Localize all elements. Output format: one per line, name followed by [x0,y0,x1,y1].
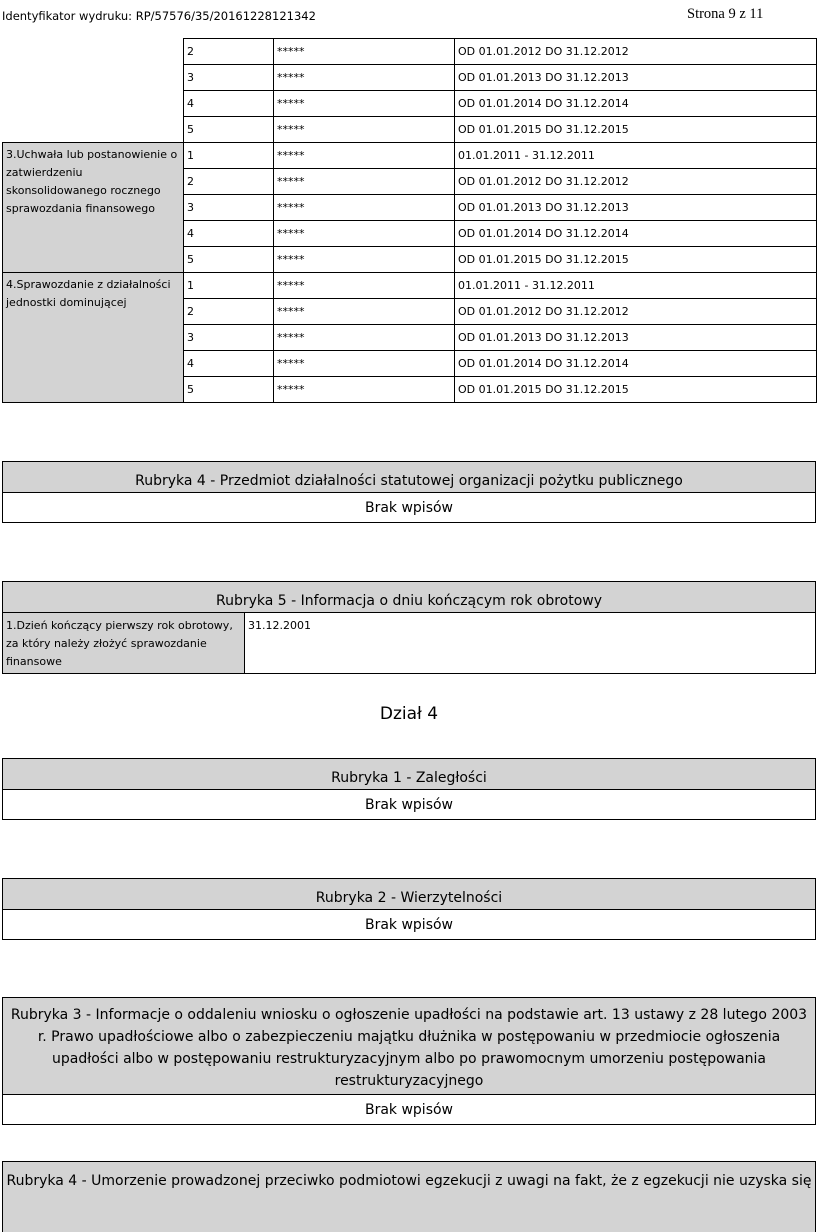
table-row [3,143,817,169]
row-period: OD 01.01.2012 DO 31.12.2012 [455,39,817,65]
dzial4-rubryka-2-empty: Brak wpisów [364,917,454,933]
row-period: OD 01.01.2013 DO 31.12.2013 [455,325,817,351]
row-number: 4 [184,351,274,377]
page-number: Strona 9 z 11 [687,6,764,22]
row-period: OD 01.01.2015 DO 31.12.2015 [455,247,817,273]
rubryka-5-title: Rubryka 5 - Informacja o dniu kończącym rok obrotowy [3,582,815,613]
row-value: ***** [274,351,455,377]
row-value: ***** [274,143,455,169]
row-period: 01.01.2011 - 31.12.2011 [455,273,817,299]
row-period: OD 01.01.2014 DO 31.12.2014 [455,91,817,117]
financial-documents-table [2,38,817,403]
dzial4-rubryka-2-title: Rubryka 2 - Wierzytelności [3,879,815,910]
dzial4-rubryka-2-section [2,878,816,940]
group-label: 3.Uchwała lub postanowienie o zatwierdzeniu skonsolidowanego rocznego sprawozdania finansowego [3,143,184,273]
row-number: 2 [184,39,274,65]
rubryka-4-title: Rubryka 4 - Przedmiot działalności statutowej organizacji pożytku publicznego [3,462,815,493]
row-value: ***** [274,65,455,91]
row-value: ***** [274,39,455,65]
row-value: ***** [274,195,455,221]
row-number: 1 [184,273,274,299]
rubryka-5-value: 31.12.2001 [248,619,311,632]
row-number: 5 [184,117,274,143]
row-number: 3 [184,65,274,91]
row-value: ***** [274,247,455,273]
dzial-4-heading: Dział 4 [379,704,439,724]
table-row [3,39,817,65]
row-value: ***** [274,377,455,403]
row-value: ***** [274,91,455,117]
dzial4-rubryka-1-section [2,758,816,820]
row-period: 01.01.2011 - 31.12.2011 [455,143,817,169]
row-number: 2 [184,299,274,325]
row-number: 3 [184,325,274,351]
rubryka-4-empty: Brak wpisów [364,500,454,516]
dzial4-rubryka-1-empty: Brak wpisów [364,797,454,813]
dzial4-rubryka-3-empty: Brak wpisów [364,1102,454,1118]
dzial4-rubryka-4-title: Rubryka 4 - Umorzenie prowadzonej przeciwko podmiotowi egzekucji z uwagi na fakt, że z egzekucji nie uzyska się [3,1162,815,1232]
row-number: 2 [184,169,274,195]
row-number: 4 [184,221,274,247]
row-period: OD 01.01.2015 DO 31.12.2015 [455,377,817,403]
row-value: ***** [274,117,455,143]
row-value: ***** [274,325,455,351]
print-identifier: Identyfikator wydruku: RP/57576/35/20161228121342 [2,9,316,23]
table-row [3,273,817,299]
row-number: 3 [184,195,274,221]
row-period: OD 01.01.2014 DO 31.12.2014 [455,351,817,377]
row-period: OD 01.01.2012 DO 31.12.2012 [455,299,817,325]
rubryka-4-section [2,461,816,523]
row-number: 1 [184,143,274,169]
row-period: OD 01.01.2013 DO 31.12.2013 [455,65,817,91]
rubryka-5-label: 1.Dzień kończący pierwszy rok obrotowy, za który należy złożyć sprawozdanie finansowe [3,613,245,673]
row-period: OD 01.01.2013 DO 31.12.2013 [455,195,817,221]
dzial4-rubryka-1-title: Rubryka 1 - Zaległości [3,759,815,790]
rubryka-5-section [2,581,816,674]
row-period: OD 01.01.2012 DO 31.12.2012 [455,169,817,195]
row-period: OD 01.01.2015 DO 31.12.2015 [455,117,817,143]
group-label: 4.Sprawozdanie z działalności jednostki dominującej [3,273,184,403]
row-value: ***** [274,273,455,299]
row-value: ***** [274,299,455,325]
row-period: OD 01.01.2014 DO 31.12.2014 [455,221,817,247]
row-value: ***** [274,221,455,247]
row-value: ***** [274,169,455,195]
row-number: 4 [184,91,274,117]
row-number: 5 [184,247,274,273]
continued-blank-cell [3,39,184,143]
dzial4-rubryka-3-title: Rubryka 3 - Informacje o oddaleniu wniosku o ogłoszenie upadłości na podstawie art. 13 ustawy z 28 lutego 2003 r. Prawo upadłościowe albo o zabezpieczeniu majątku dłużnika w postępowaniu w przedmiocie ogłoszenia upadłości albo w postępowaniu restrukturyzacyjnym albo po prawomocnym umorzeniu postępowania restrukturyzacyjnego [3,998,815,1095]
row-number: 5 [184,377,274,403]
dzial4-rubryka-3-section [2,997,816,1125]
dzial4-rubryka-4-section [2,1161,816,1232]
